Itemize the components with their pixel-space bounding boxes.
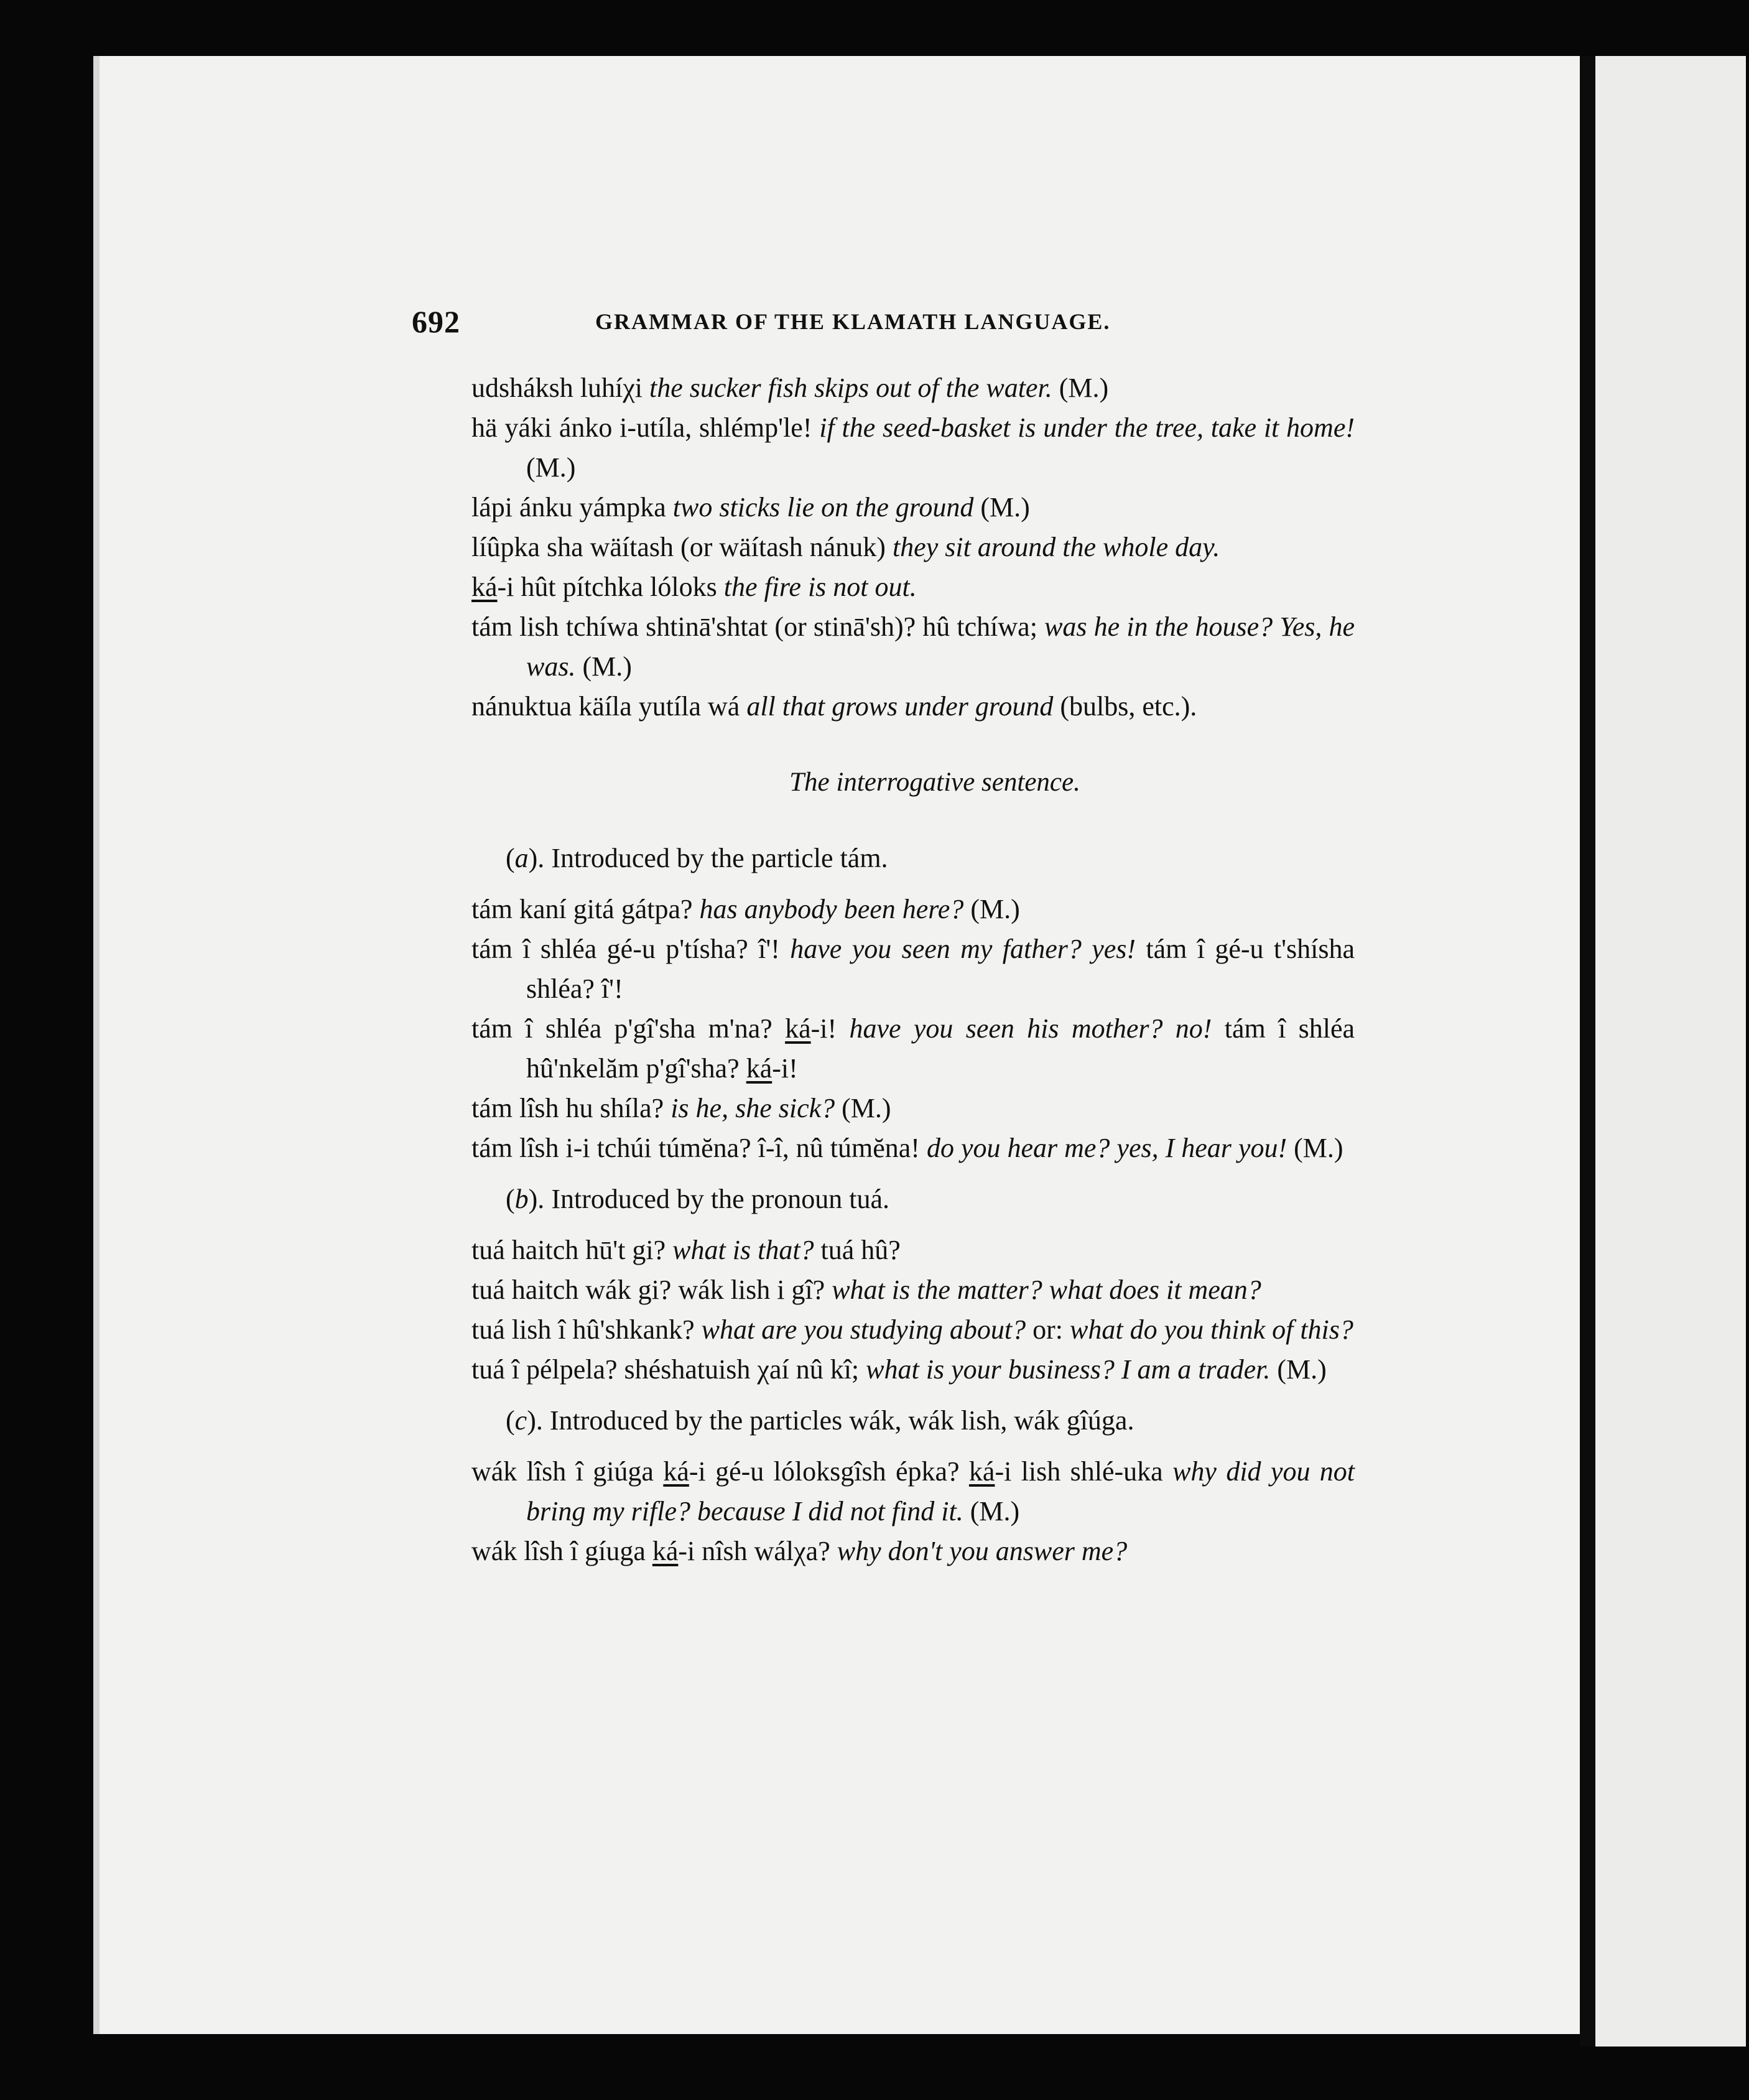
example-sentence: tám kaní gitá gátpa? has anybody been here? (M.) bbox=[471, 894, 1020, 924]
example-sentence: hä yáki ánko i-utíla, shlémp'le! if the seed-basket is under the tree, take it home! (M.) bbox=[471, 412, 1355, 483]
subsection-heading-c: (c). Introduced by the particles wák, wák lish, wák gîúga. bbox=[506, 1405, 1134, 1436]
subsection-heading-b: (b). Introduced by the pronoun tuá. bbox=[506, 1184, 890, 1214]
example-sentence: lápi ánku yámpka two sticks lie on the ground (M.) bbox=[471, 492, 1030, 523]
page-number: 692 bbox=[412, 304, 460, 339]
example-sentence: tám lish tchíwa shtinā'shtat (or stinā'sh)? hû tchíwa; was he in the house? Yes, he was. (M.) bbox=[471, 611, 1355, 682]
example-sentence: tuá lish î hû'shkank? what are you studying about? or: what do you think of this? bbox=[471, 1314, 1353, 1345]
example-sentence: nánuktua käíla yutíla wá all that grows under ground (bulbs, etc.). bbox=[471, 691, 1197, 722]
example-sentence: tuá î pélpela? shéshatuish χaí nû kî; what is your business? I am a trader. (M.) bbox=[471, 1354, 1327, 1385]
example-sentence: ká-i hût pítchka lóloks the fire is not out. bbox=[471, 572, 917, 602]
example-sentence: líûpka sha wäítash (or wäítash nánuk) they sit around the whole day. bbox=[471, 532, 1220, 562]
example-sentence: udsháksh luhíχi the sucker fish skips out of the water. (M.) bbox=[471, 373, 1109, 403]
example-sentence: tám lîsh hu shíla? is he, she sick? (M.) bbox=[471, 1093, 891, 1123]
section-title: The interrogative sentence. bbox=[789, 768, 1080, 797]
example-sentence: tám î shléa gé-u p'tísha? î'! have you seen my father? yes! tám î gé-u t'shísha shléa? î'! bbox=[471, 934, 1355, 1004]
example-sentence: tám î shléa p'gî'sha m'na? ká-i! have you seen his mother? no! tám î shléa hû'nkelăm p'gî'sha? ká-i! bbox=[471, 1013, 1355, 1084]
example-sentence: wák lîsh î giúga ká-i gé-u lóloksgîsh épka? ká-i lish shlé-uka why did you not bring my rifle? because I did not find it. (M.) bbox=[471, 1456, 1355, 1526]
running-title: GRAMMAR OF THE KLAMATH LANGUAGE. bbox=[595, 309, 1111, 334]
example-sentence: wák lîsh î gíuga ká-i nîsh wálχa? why don't you answer me? bbox=[471, 1536, 1128, 1566]
page-content bbox=[471, 368, 1355, 1571]
example-sentence: tám lîsh i-i tchúi túmĕna? î-î, nû túmĕna! do you hear me? yes, I hear you! (M.) bbox=[471, 1133, 1343, 1163]
subsection-heading-a: (a). Introduced by the particle tám. bbox=[506, 843, 888, 873]
page-gutter bbox=[1580, 56, 1595, 2047]
example-sentence: tuá haitch wák gi? wák lish i gî? what is the matter? what does it mean? bbox=[471, 1275, 1261, 1305]
example-sentence: tuá haitch hū't gi? what is that? tuá hû? bbox=[471, 1235, 901, 1265]
next-page-edge bbox=[1595, 56, 1746, 2047]
page-header bbox=[412, 304, 1183, 347]
